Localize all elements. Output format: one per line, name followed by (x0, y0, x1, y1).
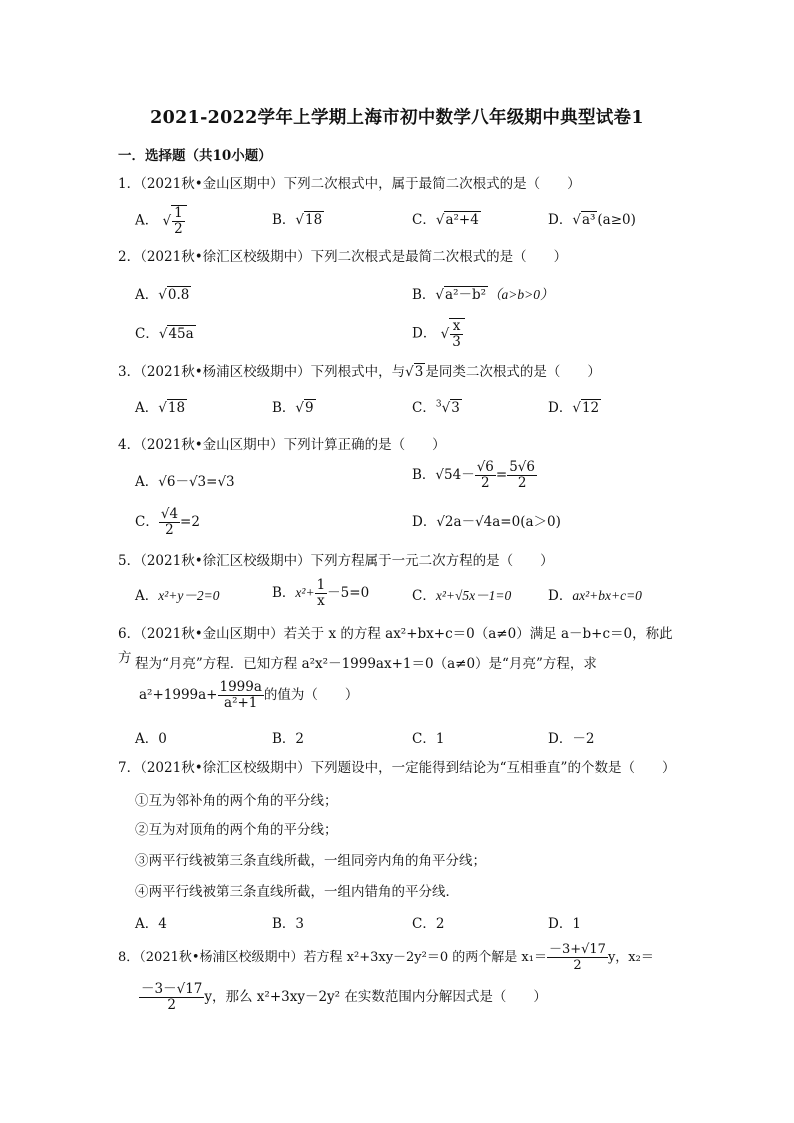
expression: x²+y－2=0 (158, 588, 220, 603)
option-label: A． (135, 287, 159, 303)
radicand: 18 (167, 400, 186, 416)
question-5-option-b[interactable] (272, 578, 369, 609)
expression: =2 (180, 514, 200, 530)
expression: x²+√5x－1=0 (435, 588, 512, 603)
option-label: B． (272, 400, 296, 416)
radicand: 3 (414, 364, 424, 380)
option-label: B． (412, 467, 436, 483)
fraction-numerator: 1 (174, 205, 183, 221)
option-label: C． (135, 514, 159, 530)
question-1-option-a[interactable] (135, 205, 187, 237)
question-6-line-3 (139, 680, 358, 711)
option-label: A． (135, 212, 159, 229)
root-index: 3 (435, 399, 442, 410)
radicand: a³ (581, 212, 596, 228)
expression: ax²+bx+c=0 (572, 588, 642, 603)
question-1-option-b[interactable]: B．√18 (272, 212, 323, 228)
question-7-option-d[interactable]: D．1 (548, 916, 581, 932)
question-2-option-c[interactable]: C．√45a (135, 326, 194, 342)
fraction-denominator: 2 (517, 475, 527, 491)
question-3-option-d[interactable]: D．√12 (548, 400, 600, 416)
section-heading: 一．选择题（共10小题） (118, 148, 272, 164)
question-4-stem: 4．（2021秋•金山区期中）下列计算正确的是（ ） (118, 437, 446, 453)
radicand: 3 (451, 400, 460, 416)
option-label: D． (548, 400, 573, 416)
question-8-line-2 (139, 982, 547, 1013)
stem-text: 8．（2021秋•杨浦区校级期中）若方程 x²+3xy－2y²＝0 的两个解是 x₁＝ (118, 950, 547, 965)
sqrt-fraction: √ $\frac{1}{2}$ (163, 205, 187, 237)
question-1-option-d[interactable]: D．√a³ (a≥0) (548, 212, 636, 228)
option-label: A． (135, 474, 159, 490)
question-6-option-c[interactable]: C．1 (412, 731, 445, 747)
question-6-line-1: 6．（2021秋•金山区期中）若关于 x 的方程 ax²+bx+c＝0（a≠0）满足 a－b+c＝0，称此方 (118, 626, 673, 666)
option-label: B． (272, 212, 296, 228)
expression: √6－√3=√3 (158, 474, 235, 490)
question-3-option-a[interactable]: A．√18 (135, 400, 186, 416)
question-1-stem: 1．（2021秋•金山区期中）下列二次根式中，属于最简二次根式的是（ ） (118, 176, 581, 192)
question-5-option-a[interactable] (135, 584, 220, 604)
page-title: 2021-2022学年上学期上海市初中数学八年级期中典型试卷1 (150, 108, 644, 128)
question-7-option-a[interactable]: A．4 (135, 916, 167, 932)
fraction-numerator: 1999a (219, 679, 262, 695)
question-4-option-c[interactable] (135, 507, 200, 538)
question-7-option-b[interactable]: B．3 (272, 916, 305, 932)
option-label: D． (548, 212, 573, 228)
expression: x²+ (295, 585, 315, 600)
fraction-numerator: 1 (316, 577, 326, 593)
stem-text: 3．（2021秋•杨浦区校级期中）下列根式中，与 (118, 364, 406, 380)
condition: （a>b>0） (488, 287, 554, 302)
fraction-numerator: √6 (476, 459, 494, 475)
fraction-denominator: a²+1 (224, 695, 258, 711)
question-2-stem: 2．（2021秋•徐汇区校级期中）下列二次根式是最简二次根式的是（ ） (118, 249, 568, 265)
option-label: A． (135, 588, 159, 604)
question-5-stem: 5．（2021秋•徐汇区校级期中）下列方程属于一元二次方程的是（ ） (118, 553, 554, 569)
question-7-item-3: ③两平行线被第三条直线所截，一组同旁内角的角平分线； (135, 853, 486, 869)
option-label: B． (272, 585, 296, 601)
expression: －5=0 (327, 585, 370, 601)
question-5-option-c[interactable] (412, 584, 511, 604)
question-8-line-1 (118, 942, 654, 973)
expression: a²+1999a+ (139, 687, 218, 703)
stem-text: y，那么 x²+3xy－2y² 在实数范围内分解因式是（ ） (204, 989, 547, 1005)
sqrt-fraction: √ $\frac{x}{3}$ (441, 318, 465, 350)
fraction-denominator: 2 (481, 475, 490, 491)
question-2-option-b[interactable]: B．√a²－b² （a>b>0） (412, 287, 554, 303)
fraction-numerator: －3－√17 (141, 981, 203, 997)
option-label: B． (412, 287, 436, 303)
fraction-denominator: 2 (174, 221, 183, 237)
question-4-option-b[interactable] (412, 460, 537, 491)
question-4-option-a[interactable] (135, 470, 235, 490)
question-6-line-2: 程为“月亮”方程．已知方程 a²x²－1999ax+1＝0（a≠0）是“月亮”方程，求 (135, 656, 597, 672)
fraction-numerator: √4 (160, 506, 179, 522)
question-7-option-c[interactable]: C．2 (412, 916, 445, 932)
radicand: 0.8 (167, 287, 190, 303)
option-label: D． (548, 588, 573, 604)
question-7-item-1: ①互为邻补角的两个角的平分线； (135, 793, 338, 809)
expression: √2a－√4a=0(a＞0) (436, 514, 561, 530)
option-label: C． (135, 326, 159, 342)
equals-sign: = (495, 467, 508, 483)
option-label: C． (412, 400, 436, 416)
stem-text: 的值为（ ） (263, 687, 359, 703)
option-label: C． (412, 588, 436, 604)
option-label: C． (412, 212, 436, 228)
stem-text: y，x₂＝ (607, 950, 654, 965)
option-label: D． (412, 325, 437, 342)
question-7-stem: 7．（2021秋•徐汇区校级期中）下列题设中，一定能得到结论为“互相垂直”的个数是（ ） (118, 760, 676, 776)
fraction-numerator: －3+√17 (548, 942, 606, 957)
fraction-denominator: x (317, 593, 325, 609)
question-6-option-d[interactable]: D．－2 (548, 731, 595, 747)
question-2-option-d[interactable] (412, 318, 465, 350)
radicand: a²+4 (445, 212, 479, 228)
fraction-denominator: 2 (165, 522, 174, 538)
radicand: a²－b² (445, 287, 487, 303)
fraction-denominator: 2 (167, 997, 176, 1013)
question-6-option-a[interactable]: A．0 (135, 731, 167, 747)
option-label: D． (412, 514, 437, 530)
question-6-option-b[interactable]: B．2 (272, 731, 305, 747)
option-label: A． (135, 400, 159, 416)
question-3-option-c[interactable]: C．$^3$√3 (412, 399, 460, 416)
radicand: 12 (581, 400, 600, 416)
question-2-option-a[interactable]: A．√0.8 (135, 287, 190, 303)
radicand: 9 (305, 400, 314, 416)
question-3-stem: 3．（2021秋•杨浦区校级期中）下列根式中，与√3 是同类二次根式的是（ ） (118, 364, 601, 380)
fraction-denominator: 3 (452, 334, 461, 350)
question-4-option-d[interactable] (412, 510, 561, 530)
radicand: 45a (168, 326, 194, 342)
fraction-denominator: 2 (573, 958, 582, 973)
question-1-option-c[interactable]: C．√a²+4 (412, 212, 479, 228)
condition: (a≥0) (597, 212, 636, 228)
question-5-option-d[interactable] (548, 584, 642, 604)
question-3-option-b[interactable]: B．√9 (272, 400, 314, 416)
question-7-item-2: ②互为对顶角的两个角的平分线； (135, 822, 338, 838)
fraction-numerator: x (450, 319, 463, 335)
expression: √54－ (435, 467, 475, 483)
question-7-item-4: ④两平行线被第三条直线所截，一组内错角的平分线． (135, 884, 459, 900)
fraction-numerator: 5√6 (509, 459, 535, 475)
radicand: 18 (305, 212, 323, 228)
stem-text: 是同类二次根式的是（ ） (425, 364, 601, 380)
